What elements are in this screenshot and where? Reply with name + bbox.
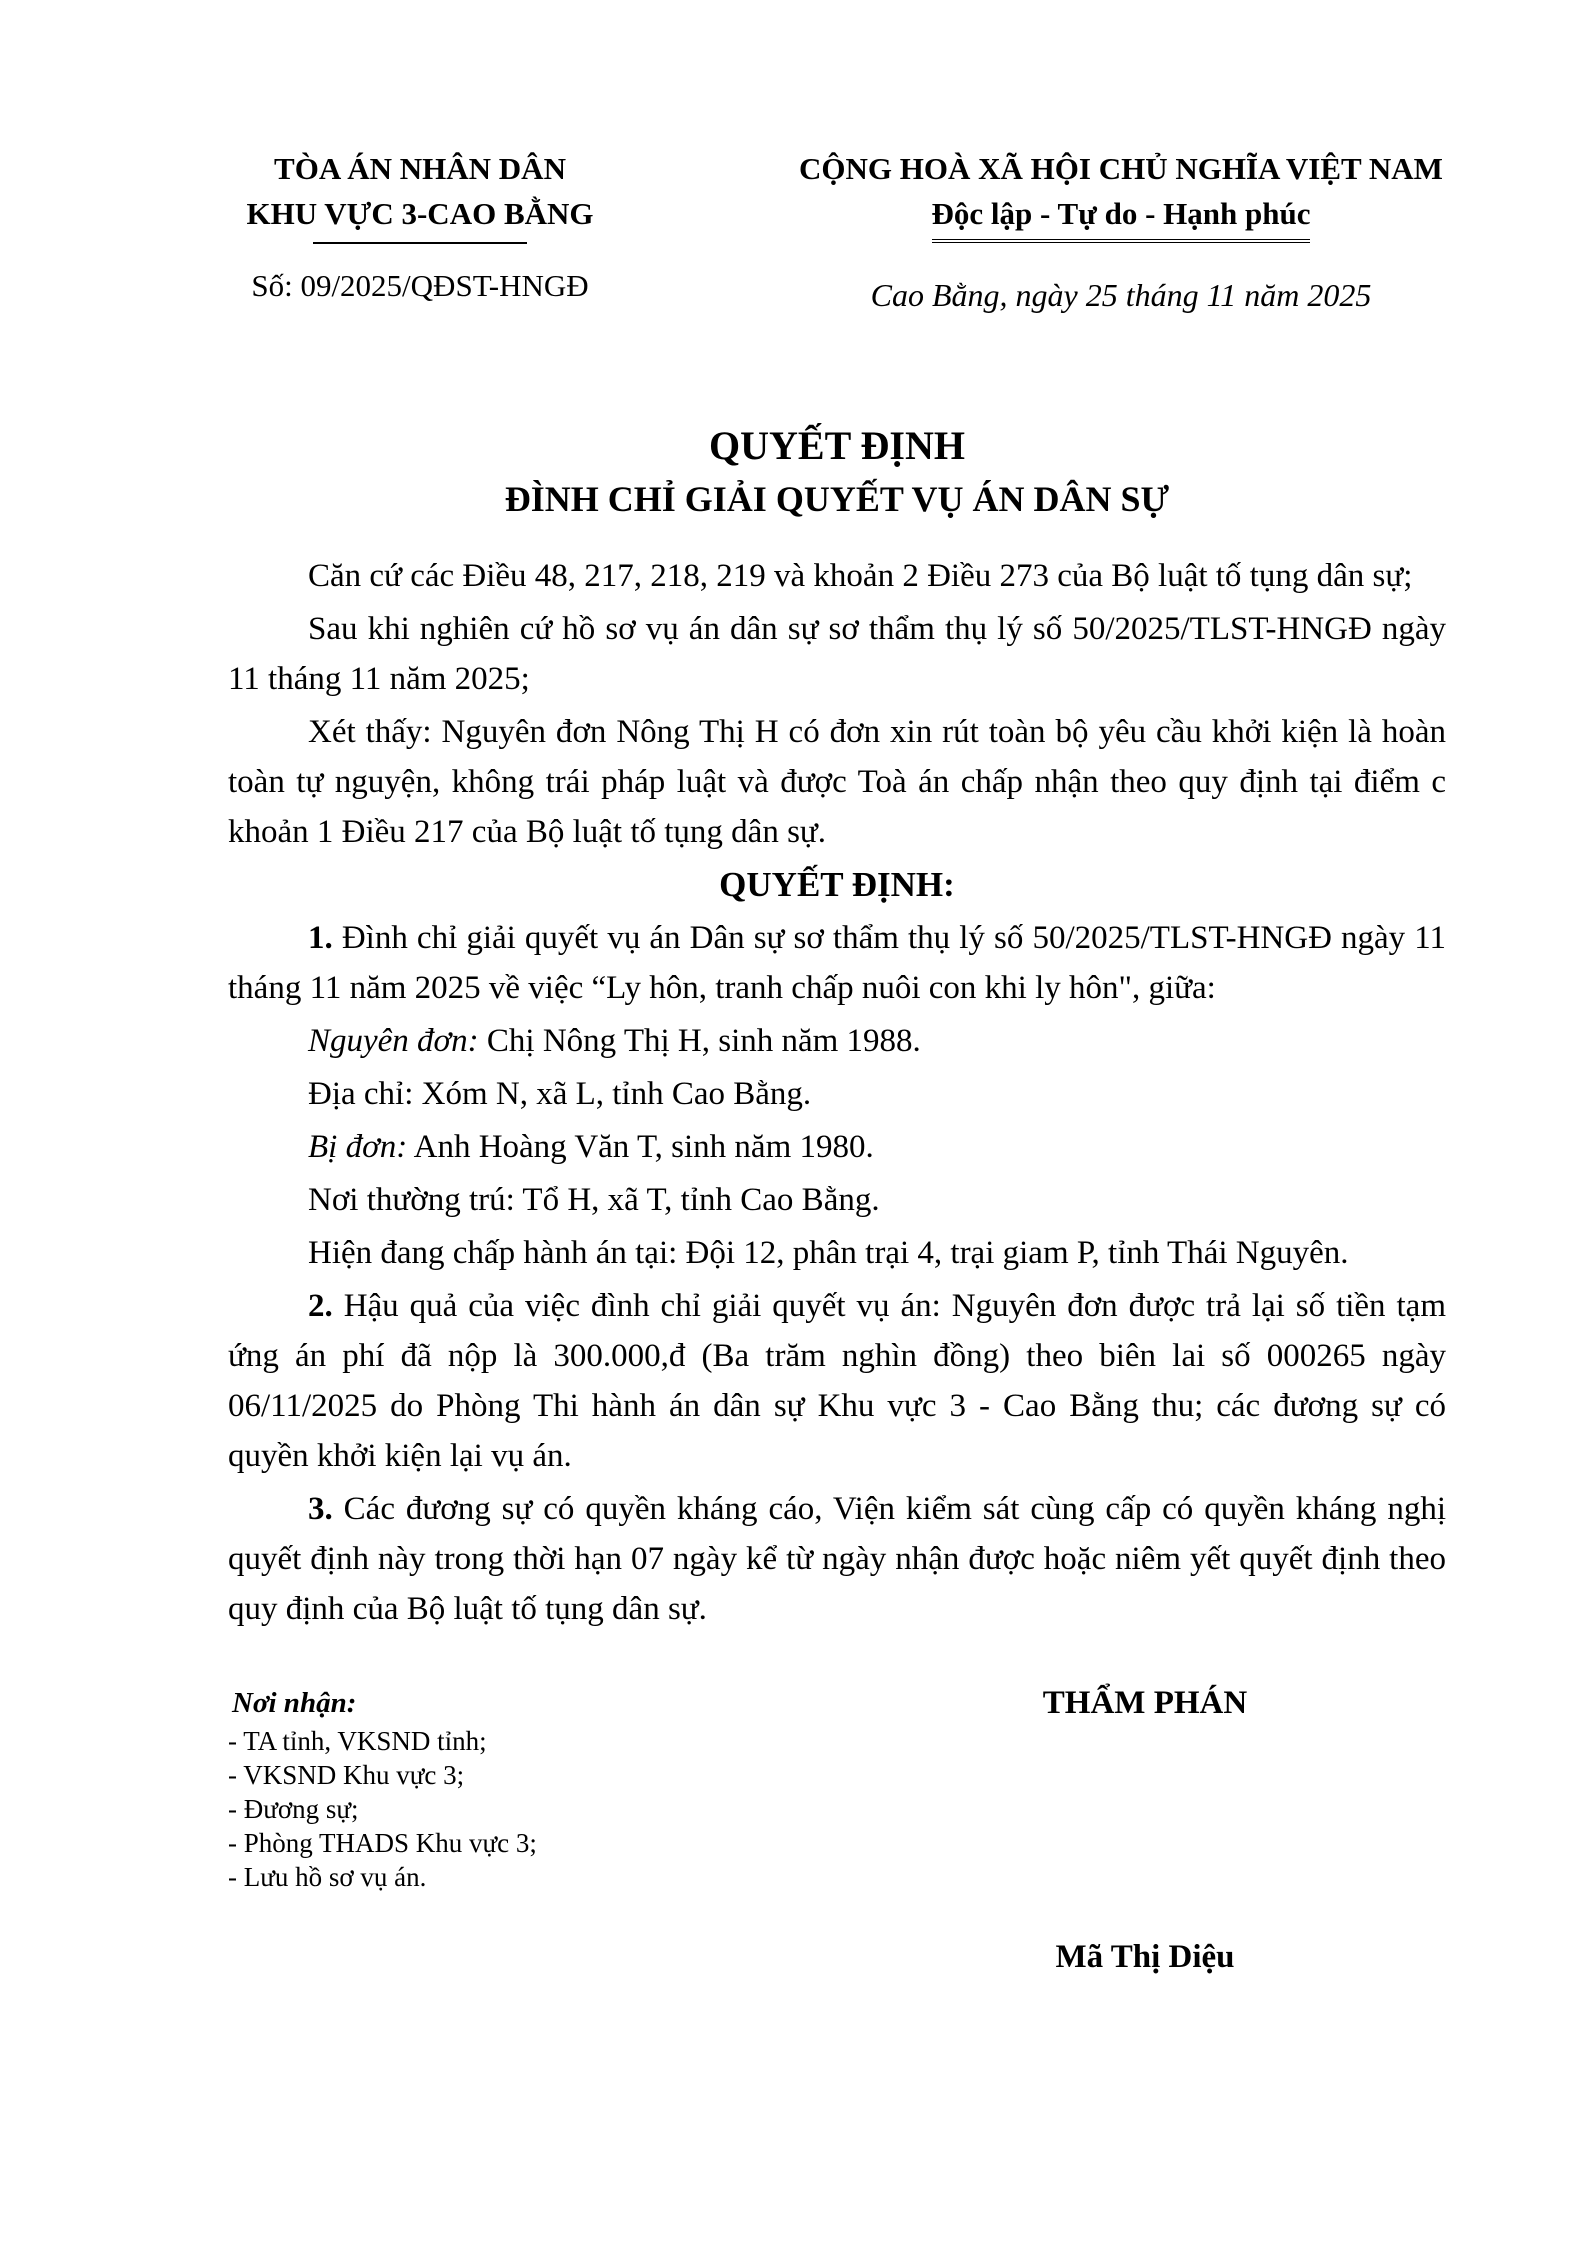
recipient-item: - Phòng THADS Khu vực 3;: [228, 1828, 537, 1858]
court-block: [170, 146, 670, 315]
recipient-item: - VKSND Khu vực 3;: [228, 1760, 465, 1790]
recipient-item: - TA tỉnh, VKSND tỉnh;: [228, 1726, 487, 1756]
paragraph-decision-1: 1. Đình chỉ giải quyết vụ án Dân sự sơ thẩm thụ lý số 50/2025/TLST-HNGĐ ngày 11 tháng 11 năm 2025 về việc “Ly hôn, tranh chấp nuôi con khi ly hôn", giữa:: [228, 920, 1446, 1006]
paragraph-finding: Xét thấy: Nguyên đơn Nông Thị H có đơn xin rút toàn bộ yêu cầu khởi kiện là hoàn toàn tự nguyện, không trái pháp luật và được Toà án chấp nhận theo quy định tại điểm c khoản 1 Điều 217 của Bộ luật tố tụng dân sự.: [228, 714, 1446, 850]
recipients-block: [228, 1682, 885, 1978]
court-name-line2: KHU VỰC 3-CAO BẰNG: [246, 196, 594, 231]
document-subtitle: ĐÌNH CHỈ GIẢI QUYẾT VỤ ÁN DÂN SỰ: [504, 479, 1170, 519]
signer-title: THẨM PHÁN: [1042, 1685, 1248, 1721]
national-motto-line1: CỘNG HOÀ XÃ HỘI CHỦ NGHĨA VIỆT NAM: [799, 151, 1443, 186]
party-plaintiff-address: Địa chỉ: Xóm N, xã L, tỉnh Cao Bằng.: [308, 1076, 812, 1112]
paragraph-legal-basis: Căn cứ các Điều 48, 217, 218, 219 và khoản 2 Điều 273 của Bộ luật tố tụng dân sự;: [308, 558, 1413, 594]
signer-name: Mã Thị Diệu: [1055, 1939, 1235, 1975]
heading-decision: QUYẾT ĐỊNH:: [719, 865, 955, 904]
document-footer: [228, 1682, 1446, 1978]
national-motto-line2: [716, 191, 1526, 243]
paragraph-case-review: Sau khi nghiên cứ hồ sơ vụ án dân sự sơ thẩm thụ lý số 50/2025/TLST-HNGĐ ngày 11 tháng 11 năm 2025;: [228, 611, 1446, 697]
document-number: Số: 09/2025/QĐST-HNGĐ: [251, 268, 589, 303]
recipient-item: - Lưu hồ sơ vụ án.: [228, 1862, 427, 1892]
recipients-label: Nơi nhận:: [232, 1687, 357, 1719]
national-motto-underlined-text: Độc lập - Tự do - Hạnh phúc: [932, 191, 1311, 243]
court-name-line1: TÒA ÁN NHÂN DÂN: [274, 151, 566, 186]
recipients-list: [228, 1724, 885, 1894]
recipient-item: - Đương sự;: [228, 1794, 359, 1824]
document-content: [228, 419, 1446, 1978]
document-title: QUYẾT ĐỊNH: [709, 423, 965, 468]
party-defendant-residence: Nơi thường trú: Tổ H, xã T, tỉnh Cao Bằng.: [308, 1182, 880, 1218]
party-defendant: Bị đơn: Anh Hoàng Văn T, sinh năm 1980.: [308, 1129, 874, 1165]
signature-block: [885, 1682, 1405, 1978]
header-divider-left: [313, 242, 527, 244]
paragraph-decision-3: 3. Các đương sự có quyền kháng cáo, Viện kiểm sát cùng cấp có quyền kháng nghị quyết định này trong thời hạn 07 ngày kể từ ngày nhận được hoặc niêm yết quyết định theo quy định của Bộ luật tố tụng dân sự.: [228, 1491, 1446, 1627]
date-line: Cao Bằng, ngày 25 tháng 11 năm 2025: [870, 277, 1372, 313]
paragraph-decision-2: 2. Hậu quả của việc đình chỉ giải quyết vụ án: Nguyên đơn được trả lại số tiền tạm ứng án phí đã nộp là 300.000,đ (Ba trăm nghìn đồng) theo biên lai số 000265 ngày 06/11/2025 do Phòng Thi hành án dân sự Khu vực 3 - Cao Bằng thu; các đương sự có quyền khởi kiện lại vụ án.: [228, 1288, 1446, 1474]
party-plaintiff: Nguyên đơn: Chị Nông Thị H, sinh năm 1988.: [308, 1023, 921, 1059]
national-block: [716, 146, 1526, 315]
document-body: [228, 551, 1446, 1634]
party-defendant-detention: Hiện đang chấp hành án tại: Đội 12, phân trại 4, trại giam P, tỉnh Thái Nguyên.: [308, 1235, 1349, 1271]
document-header: [0, 0, 1586, 315]
